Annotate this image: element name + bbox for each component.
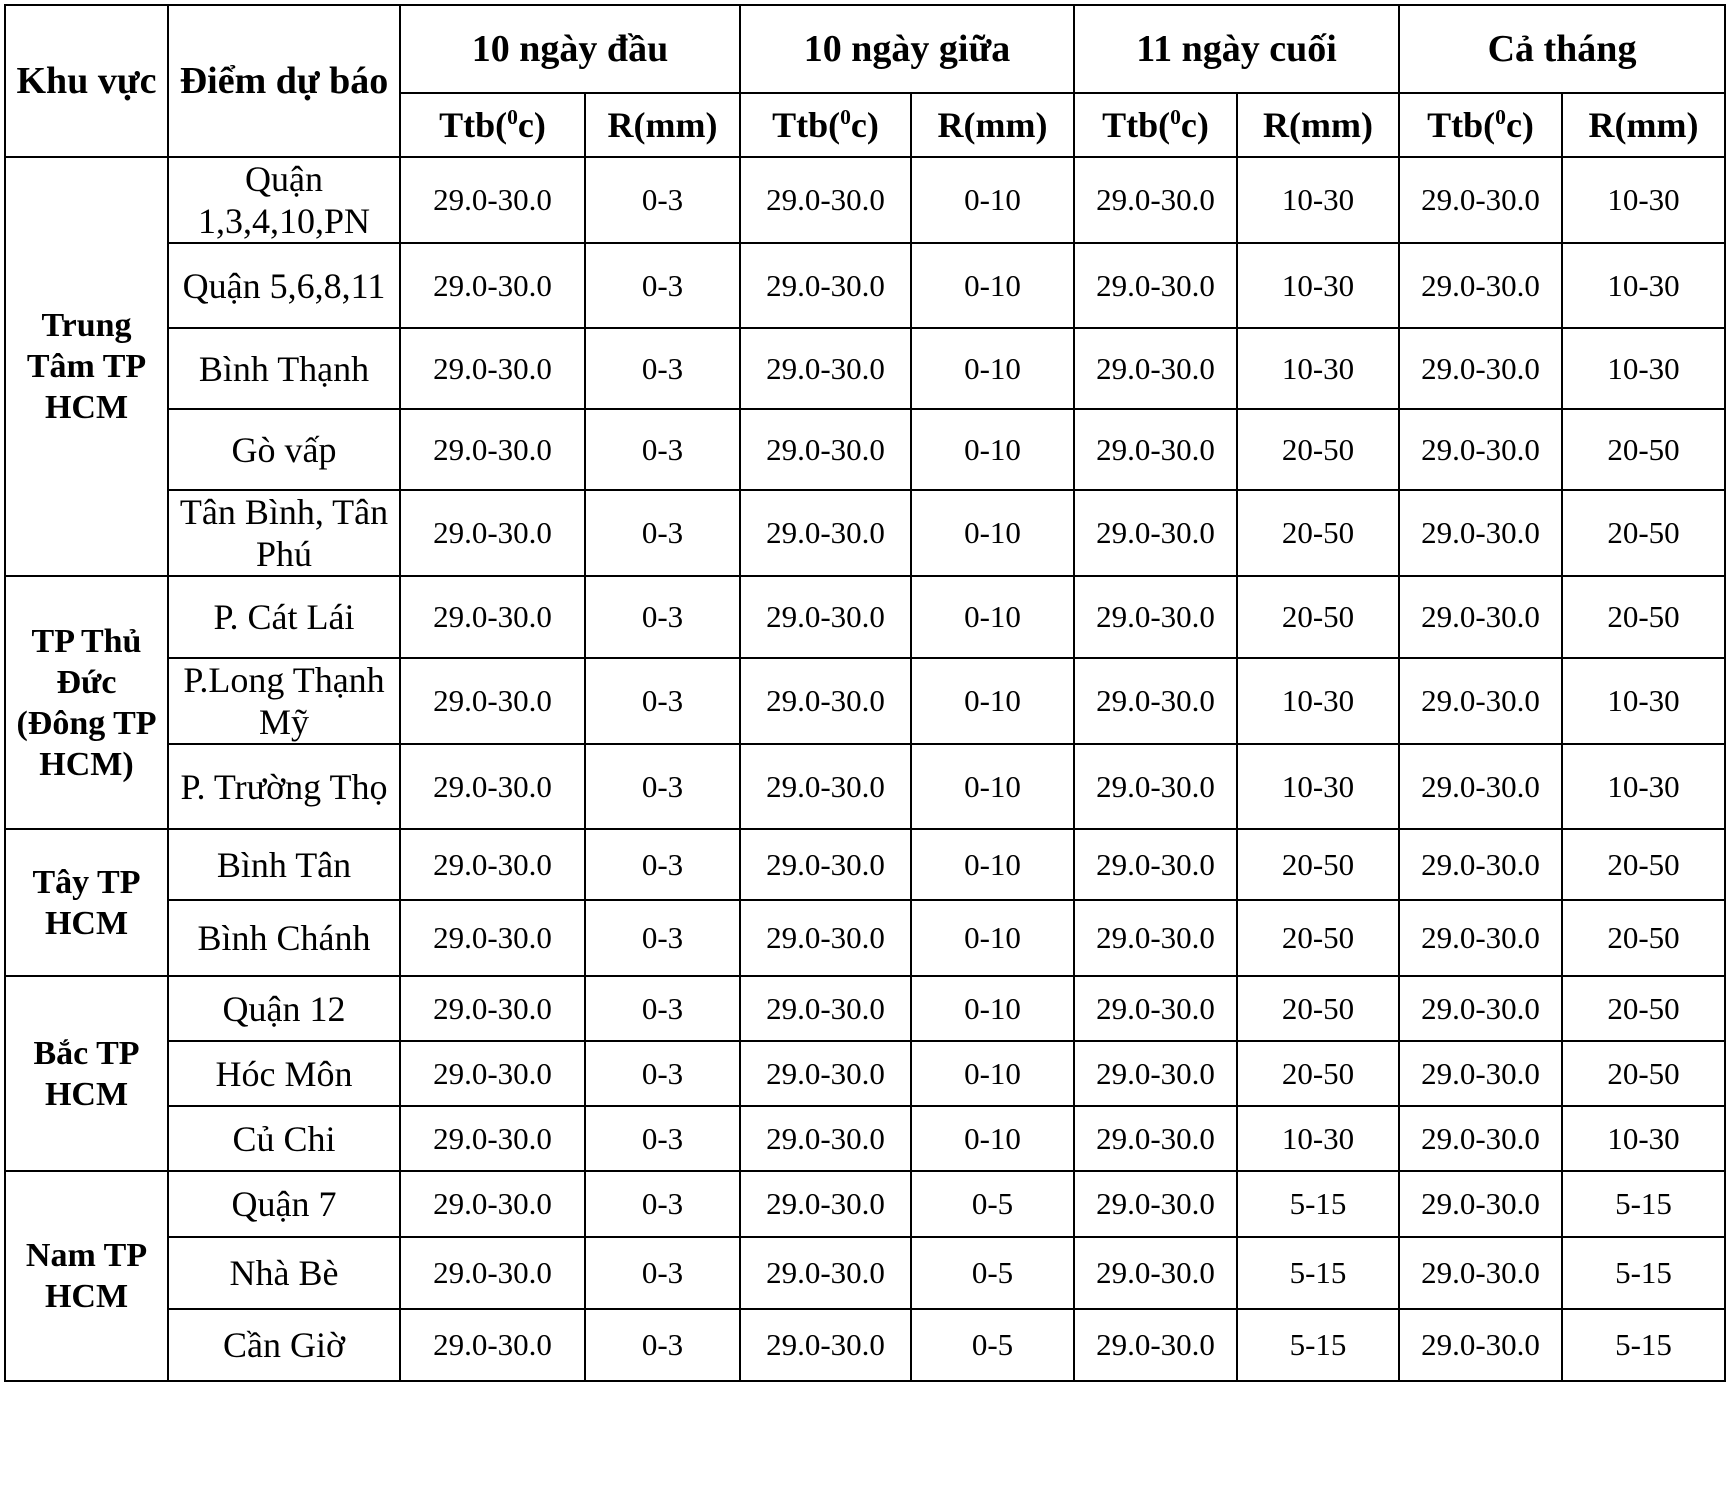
- header-period-4: Cả tháng: [1399, 5, 1725, 93]
- table-row: [5, 1106, 1725, 1171]
- region-cell: TP Thủ Đức (Đông TP HCM): [5, 576, 168, 829]
- temp-value-cell: 29.0-30.0: [1399, 243, 1562, 328]
- temp-value-cell: 29.0-30.0: [1074, 409, 1237, 490]
- temp-value-cell: 29.0-30.0: [740, 1041, 911, 1106]
- table-row: [5, 1237, 1725, 1309]
- temp-value-cell: 29.0-30.0: [400, 658, 585, 744]
- temp-value-cell: 29.0-30.0: [740, 658, 911, 744]
- rain-value-cell: 5-15: [1237, 1309, 1399, 1381]
- temp-value-cell: 29.0-30.0: [1399, 744, 1562, 829]
- header-rain: R(mm): [1237, 93, 1399, 157]
- rain-value-cell: 0-10: [911, 490, 1074, 576]
- forecast-point-cell: Tân Bình, Tân Phú: [168, 490, 400, 576]
- rain-value-cell: 10-30: [1562, 328, 1725, 409]
- rain-value-cell: 5-15: [1562, 1171, 1725, 1237]
- rain-value-cell: 10-30: [1237, 658, 1399, 744]
- region-cell: Tây TP HCM: [5, 829, 168, 976]
- temp-value-cell: 29.0-30.0: [740, 829, 911, 900]
- rain-value-cell: 20-50: [1562, 576, 1725, 658]
- temp-value-cell: 29.0-30.0: [740, 157, 911, 243]
- rain-value-cell: 0-3: [585, 829, 740, 900]
- temp-value-cell: 29.0-30.0: [1399, 157, 1562, 243]
- rain-value-cell: 0-10: [911, 243, 1074, 328]
- rain-value-cell: 0-10: [911, 157, 1074, 243]
- temp-value-cell: 29.0-30.0: [1074, 900, 1237, 976]
- rain-value-cell: 20-50: [1237, 976, 1399, 1041]
- temp-value-cell: 29.0-30.0: [400, 490, 585, 576]
- temp-value-cell: 29.0-30.0: [400, 1041, 585, 1106]
- rain-value-cell: 20-50: [1237, 1041, 1399, 1106]
- table-row: [5, 490, 1725, 576]
- forecast-point-cell: Hóc Môn: [168, 1041, 400, 1106]
- rain-value-cell: 10-30: [1237, 328, 1399, 409]
- rain-value-cell: 20-50: [1562, 409, 1725, 490]
- temp-value-cell: 29.0-30.0: [1399, 1106, 1562, 1171]
- temp-value-cell: 29.0-30.0: [740, 576, 911, 658]
- forecast-point-cell: Gò vấp: [168, 409, 400, 490]
- temp-value-cell: 29.0-30.0: [1399, 409, 1562, 490]
- temp-value-cell: 29.0-30.0: [400, 900, 585, 976]
- temp-value-cell: 29.0-30.0: [1399, 1237, 1562, 1309]
- rain-value-cell: 0-3: [585, 243, 740, 328]
- header-rain: R(mm): [1562, 93, 1725, 157]
- forecast-point-cell: Củ Chi: [168, 1106, 400, 1171]
- rain-value-cell: 0-3: [585, 1041, 740, 1106]
- temp-value-cell: 29.0-30.0: [1074, 328, 1237, 409]
- rain-value-cell: 0-3: [585, 744, 740, 829]
- temp-value-cell: 29.0-30.0: [1399, 1041, 1562, 1106]
- forecast-point-cell: P.Long Thạnh Mỹ: [168, 658, 400, 744]
- temp-value-cell: 29.0-30.0: [1074, 829, 1237, 900]
- temp-value-cell: 29.0-30.0: [1399, 1309, 1562, 1381]
- temp-value-cell: 29.0-30.0: [400, 976, 585, 1041]
- header-temp: Ttb($^0$c): [1399, 93, 1562, 157]
- temp-value-cell: 29.0-30.0: [400, 744, 585, 829]
- temp-value-cell: 29.0-30.0: [400, 576, 585, 658]
- header-temp: Ttb($^0$c): [1074, 93, 1237, 157]
- rain-value-cell: 10-30: [1237, 744, 1399, 829]
- rain-value-cell: 5-15: [1237, 1171, 1399, 1237]
- header-rain: R(mm): [585, 93, 740, 157]
- temp-value-cell: 29.0-30.0: [400, 243, 585, 328]
- header-period-3: 11 ngày cuối: [1074, 5, 1399, 93]
- region-cell: Bắc TP HCM: [5, 976, 168, 1171]
- rain-value-cell: 0-3: [585, 157, 740, 243]
- rain-value-cell: 0-10: [911, 1106, 1074, 1171]
- table-body: [5, 157, 1725, 1381]
- rain-value-cell: 10-30: [1562, 744, 1725, 829]
- table-row: [5, 409, 1725, 490]
- rain-value-cell: 10-30: [1237, 157, 1399, 243]
- rain-value-cell: 20-50: [1237, 900, 1399, 976]
- temp-value-cell: 29.0-30.0: [1074, 1106, 1237, 1171]
- forecast-point-cell: Quận 1,3,4,10,PN: [168, 157, 400, 243]
- rain-value-cell: 0-10: [911, 744, 1074, 829]
- temp-value-cell: 29.0-30.0: [400, 328, 585, 409]
- temp-value-cell: 29.0-30.0: [740, 1106, 911, 1171]
- table-row: [5, 1041, 1725, 1106]
- temp-value-cell: 29.0-30.0: [1074, 1309, 1237, 1381]
- header-period-2: 10 ngày giữa: [740, 5, 1074, 93]
- rain-value-cell: 0-3: [585, 658, 740, 744]
- rain-value-cell: 10-30: [1562, 1106, 1725, 1171]
- rain-value-cell: 0-3: [585, 409, 740, 490]
- table-row: [5, 243, 1725, 328]
- rain-value-cell: 5-15: [1562, 1309, 1725, 1381]
- table-row: [5, 900, 1725, 976]
- temp-value-cell: 29.0-30.0: [1074, 157, 1237, 243]
- forecast-point-cell: P. Trường Thọ: [168, 744, 400, 829]
- region-cell: Trung Tâm TP HCM: [5, 157, 168, 576]
- temp-value-cell: 29.0-30.0: [1074, 1237, 1237, 1309]
- temp-value-cell: 29.0-30.0: [740, 1309, 911, 1381]
- temp-value-cell: 29.0-30.0: [400, 409, 585, 490]
- rain-value-cell: 0-3: [585, 328, 740, 409]
- rain-value-cell: 0-3: [585, 976, 740, 1041]
- temp-value-cell: 29.0-30.0: [740, 1237, 911, 1309]
- rain-value-cell: 0-10: [911, 576, 1074, 658]
- temp-value-cell: 29.0-30.0: [740, 490, 911, 576]
- temp-value-cell: 29.0-30.0: [1399, 829, 1562, 900]
- rain-value-cell: 0-5: [911, 1309, 1074, 1381]
- header-temp: Ttb($^0$c): [740, 93, 911, 157]
- rain-value-cell: 0-10: [911, 976, 1074, 1041]
- header-point: Điểm dự báo: [168, 5, 400, 157]
- rain-value-cell: 20-50: [1237, 829, 1399, 900]
- rain-value-cell: 20-50: [1562, 900, 1725, 976]
- temp-value-cell: 29.0-30.0: [1399, 490, 1562, 576]
- temp-value-cell: 29.0-30.0: [740, 744, 911, 829]
- rain-value-cell: 5-15: [1562, 1237, 1725, 1309]
- rain-value-cell: 20-50: [1562, 829, 1725, 900]
- rain-value-cell: 20-50: [1562, 490, 1725, 576]
- forecast-point-cell: Quận 12: [168, 976, 400, 1041]
- forecast-point-cell: Bình Tân: [168, 829, 400, 900]
- table-row: [5, 744, 1725, 829]
- temp-value-cell: 29.0-30.0: [740, 328, 911, 409]
- rain-value-cell: 0-3: [585, 1309, 740, 1381]
- rain-value-cell: 0-3: [585, 1171, 740, 1237]
- temp-value-cell: 29.0-30.0: [400, 157, 585, 243]
- rain-value-cell: 0-10: [911, 1041, 1074, 1106]
- forecast-point-cell: Quận 7: [168, 1171, 400, 1237]
- forecast-point-cell: Bình Thạnh: [168, 328, 400, 409]
- rain-value-cell: 0-3: [585, 490, 740, 576]
- forecast-point-cell: Nhà Bè: [168, 1237, 400, 1309]
- temp-value-cell: 29.0-30.0: [740, 976, 911, 1041]
- rain-value-cell: 0-5: [911, 1171, 1074, 1237]
- temp-value-cell: 29.0-30.0: [1399, 576, 1562, 658]
- temp-value-cell: 29.0-30.0: [400, 1171, 585, 1237]
- rain-value-cell: 20-50: [1562, 1041, 1725, 1106]
- rain-value-cell: 0-10: [911, 409, 1074, 490]
- rain-value-cell: 0-5: [911, 1237, 1074, 1309]
- table-row: [5, 157, 1725, 243]
- rain-value-cell: 10-30: [1562, 157, 1725, 243]
- temp-value-cell: 29.0-30.0: [1074, 1171, 1237, 1237]
- rain-value-cell: 10-30: [1562, 658, 1725, 744]
- temp-value-cell: 29.0-30.0: [1074, 976, 1237, 1041]
- table-row: [5, 1171, 1725, 1237]
- temp-value-cell: 29.0-30.0: [1074, 490, 1237, 576]
- header-temp: Ttb($^0$c): [400, 93, 585, 157]
- table-row: [5, 976, 1725, 1041]
- temp-value-cell: 29.0-30.0: [400, 829, 585, 900]
- temp-value-cell: 29.0-30.0: [1399, 658, 1562, 744]
- temp-value-cell: 29.0-30.0: [1074, 658, 1237, 744]
- rain-value-cell: 0-10: [911, 328, 1074, 409]
- temp-value-cell: 29.0-30.0: [400, 1237, 585, 1309]
- temp-value-cell: 29.0-30.0: [400, 1106, 585, 1171]
- region-cell: Nam TP HCM: [5, 1171, 168, 1381]
- rain-value-cell: 20-50: [1237, 490, 1399, 576]
- rain-value-cell: 20-50: [1237, 409, 1399, 490]
- rain-value-cell: 10-30: [1237, 1106, 1399, 1171]
- temp-value-cell: 29.0-30.0: [740, 1171, 911, 1237]
- header-rain: R(mm): [911, 93, 1074, 157]
- table-row: [5, 829, 1725, 900]
- table-row: [5, 328, 1725, 409]
- temp-value-cell: 29.0-30.0: [740, 900, 911, 976]
- temp-value-cell: 29.0-30.0: [740, 243, 911, 328]
- rain-value-cell: 5-15: [1237, 1237, 1399, 1309]
- rain-value-cell: 0-3: [585, 576, 740, 658]
- forecast-point-cell: Quận 5,6,8,11: [168, 243, 400, 328]
- rain-value-cell: 0-10: [911, 900, 1074, 976]
- forecast-point-cell: P. Cát Lái: [168, 576, 400, 658]
- table-row: [5, 658, 1725, 744]
- rain-value-cell: 0-3: [585, 900, 740, 976]
- temp-value-cell: 29.0-30.0: [1074, 243, 1237, 328]
- temp-value-cell: 29.0-30.0: [1399, 900, 1562, 976]
- temp-value-cell: 29.0-30.0: [400, 1309, 585, 1381]
- temp-value-cell: 29.0-30.0: [1074, 576, 1237, 658]
- header-row-periods: [5, 5, 1725, 93]
- temp-value-cell: 29.0-30.0: [1399, 1171, 1562, 1237]
- rain-value-cell: 20-50: [1562, 976, 1725, 1041]
- header-period-1: 10 ngày đầu: [400, 5, 740, 93]
- rain-value-cell: 10-30: [1237, 243, 1399, 328]
- temp-value-cell: 29.0-30.0: [1074, 744, 1237, 829]
- temp-value-cell: 29.0-30.0: [740, 409, 911, 490]
- header-region: Khu vực: [5, 5, 168, 157]
- rain-value-cell: 0-10: [911, 829, 1074, 900]
- forecast-point-cell: Bình Chánh: [168, 900, 400, 976]
- rain-value-cell: 20-50: [1237, 576, 1399, 658]
- table-row: [5, 576, 1725, 658]
- temp-value-cell: 29.0-30.0: [1399, 976, 1562, 1041]
- rain-value-cell: 0-3: [585, 1237, 740, 1309]
- rain-value-cell: 0-3: [585, 1106, 740, 1171]
- rain-value-cell: 0-10: [911, 658, 1074, 744]
- rain-value-cell: 10-30: [1562, 243, 1725, 328]
- forecast-point-cell: Cần Giờ: [168, 1309, 400, 1381]
- temp-value-cell: 29.0-30.0: [1399, 328, 1562, 409]
- temp-value-cell: 29.0-30.0: [1074, 1041, 1237, 1106]
- table-row: [5, 1309, 1725, 1381]
- forecast-table: [4, 4, 1726, 1382]
